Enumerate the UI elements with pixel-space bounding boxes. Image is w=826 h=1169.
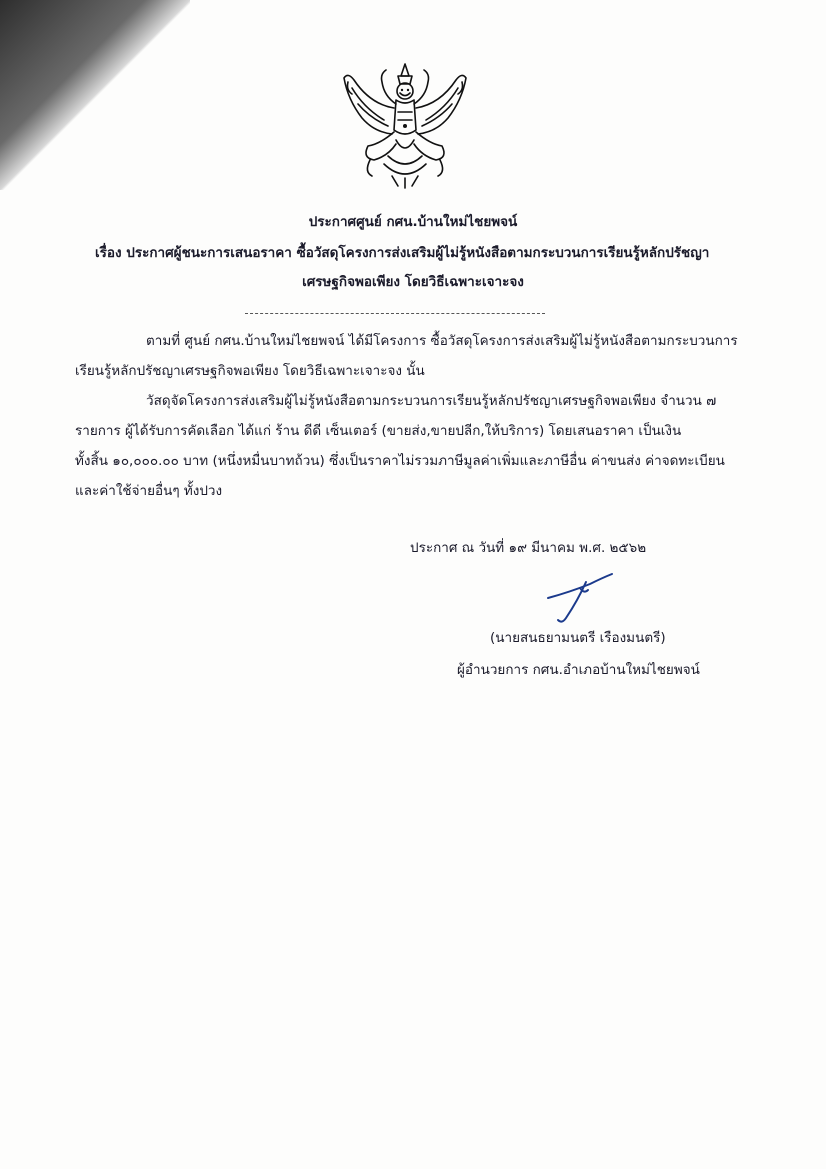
announcement-date: ประกาศ ณ วันที่ ๑๙ มีนาคม พ.ศ. ๒๕๖๒: [410, 540, 647, 556]
announcement-title: ประกาศศูนย์ กศน.บ้านใหม่ไชยพจน์: [308, 214, 518, 230]
handwritten-signature: [540, 568, 620, 628]
garuda-emblem-icon: [340, 60, 470, 192]
paragraph-2-line-4: และค่าใช้จ่ายอื่นๆ ทั้งปวง: [75, 483, 223, 499]
paragraph-2-line-2: รายการ ผู้ได้รับการคัดเลือก ได้แก่ ร้าน ดีดี เซ็นเตอร์ (ขายส่ง,ขายปลีก,ให้บริการ) โดยเสนอราคา เป็นเงิน: [75, 423, 682, 439]
signatory-name: (นายสนธยามนตรี เรืองมนตรี): [490, 630, 666, 646]
subject-text-1: ประกาศผู้ชนะการเสนอราคา ซื้อวัสดุโครงการส่งเสริมผู้ไม่รู้หนังสือตามกระบวนการเรียนรู้หลักปรัชญา: [126, 245, 710, 261]
scanned-page-corner-shadow: [0, 0, 190, 190]
subject-line-2: เศรษฐกิจพอเพียง โดยวิธีเฉพาะเจาะจง: [302, 274, 524, 290]
dashed-divider: [245, 313, 545, 314]
paragraph-2-line-1: วัสดุจัดโครงการส่งเสริมผู้ไม่รู้หนังสือตามกระบวนการเรียนรู้หลักปรัชญาเศรษฐกิจพอเพียง จำนวน ๗: [146, 393, 717, 409]
paragraph-1-line-2: เรียนรู้หลักปรัชญาเศรษฐกิจพอเพียง โดยวิธีเฉพาะเจาะจง นั้น: [75, 363, 425, 379]
signatory-position: ผู้อำนวยการ กศน.อำเภอบ้านใหม่ไชยพจน์: [457, 662, 700, 678]
paragraph-2-line-3: ทั้งสิ้น ๑๐,๐๐๐.๐๐ บาท (หนึ่งหมื่นบาทถ้วน) ซึ่งเป็นราคาไม่รวมภาษีมูลค่าเพิ่มและภาษีอื่น ค่าขนส่ง ค่าจดทะเบียน: [75, 453, 725, 469]
subject-line-1: [95, 243, 709, 263]
subject-label: เรื่อง: [95, 245, 122, 261]
paragraph-1-line-1: ตามที่ ศูนย์ กศน.บ้านใหม่ไชยพจน์ ได้มีโครงการ ซื้อวัสดุโครงการส่งเสริมผู้ไม่รู้หนังสือตามกระบวนการ: [146, 333, 738, 349]
